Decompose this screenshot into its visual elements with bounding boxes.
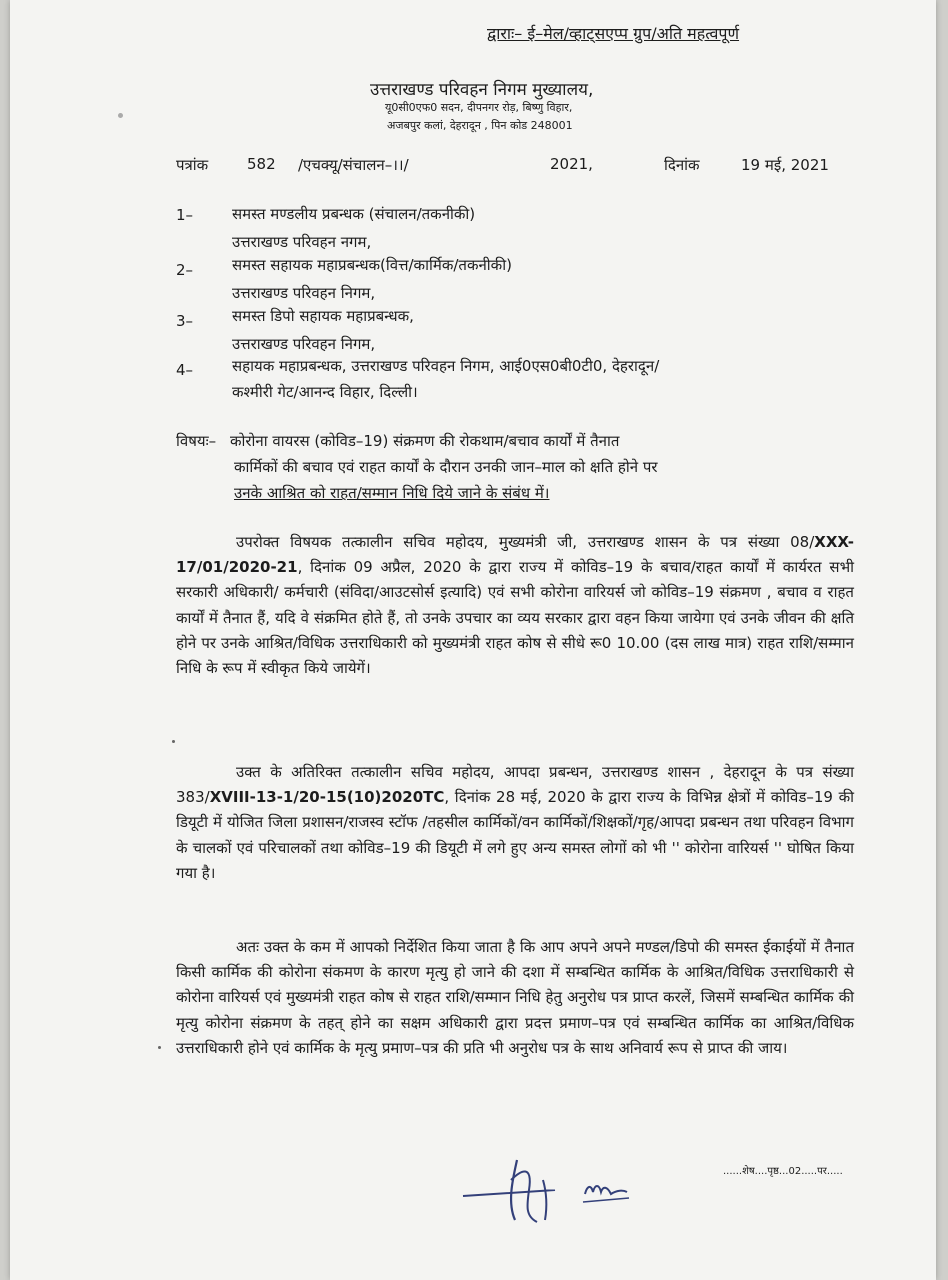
recipient-line: समस्त मण्डलीय प्रबन्धक (संचालन/तकनीकी) [232, 205, 476, 223]
recipient-number: 4– [176, 361, 194, 379]
recipient-line: कश्मीरी गेट/आनन्द विहार, दिल्ली। [232, 383, 418, 401]
recipient-number: 3– [176, 312, 194, 330]
body-paragraph-3 [176, 935, 854, 1061]
paper-mark [172, 740, 175, 743]
subject-line2: कार्मिकों की बचाव एवं राहत कार्यों के दौरान उनकी जान–माल को क्षति होने पर [234, 458, 658, 476]
paragraph1-text-a: उपरोक्त विषयक तत्कालीन सचिव महोदय, मुख्यमंत्री जी, उत्तराखण्ड शासन के पत्र संख्या 08/ [236, 533, 815, 551]
office-name: उत्तराखण्ड परिवहन निगम मुख्यालय, [370, 80, 594, 100]
delivery-mode: द्वाराः– ई–मेल/व्हाट्सएप्प ग्रुप/अति महत्वपूर्ण [487, 24, 740, 43]
subject-text [230, 428, 854, 506]
reference-year: 2021, [550, 155, 593, 173]
signature [455, 1150, 645, 1225]
date-label: दिनांक [664, 156, 700, 174]
reference-code: /एचक्यू/संचालन–।।/ [298, 156, 409, 174]
paragraph2-letter-ref: XVIII-13-1/20-15(10)2020TC [209, 788, 445, 807]
recipient-line: उत्तराखण्ड परिवहन नगम, [232, 233, 372, 251]
letter-date: 19 मई, 2021 [741, 156, 829, 174]
paper-mark [118, 113, 123, 118]
continued-note: ......शेष....पृष्ठ...02.....पर..... [723, 1166, 843, 1177]
paragraph2-text-a: उक्त के अतिरिक्त तत्कालीन सचिव महोदय, आपदा प्रबन्धन, उत्तराखण्ड शासन , देहरादून के पत्र संख्या 383/ [176, 763, 854, 807]
paper-mark [158, 1046, 161, 1049]
body-paragraph-1 [176, 530, 854, 681]
paragraph1-letter-ref: XXX-17/01/2020-21 [176, 533, 854, 577]
office-address-line2: अजबपुर कलां, देहरादून , पिन कोड 248001 [387, 119, 573, 132]
recipient-line: सहायक महाप्रबन्धक, उत्तराखण्ड परिवहन निगम, आई0एस0बी0टी0, देहरादून/ [232, 357, 660, 375]
recipient-line: उत्तराखण्ड परिवहन निगम, [232, 335, 376, 353]
recipient-line: समस्त डिपो सहायक महाप्रबन्धक, [232, 307, 414, 325]
paragraph3-text: अतः उक्त के कम में आपको निर्देशित किया जाता है कि आप अपने अपने मण्डल/डिपो की समस्त ईकाईयों में तैनात किसी कार्मिक की कोरोना संकमण के कारण मृत्यु हो जाने की दशा में सम्बन्धित कार्मिक के आश्रित/विधिक उत्तराधिकारी से कोरोना वारियर्स एवं मुख्यमंत्री राहत कोष से राहत राशि/सम्मान निधि हेतु अनुरोध पत्र प्राप्त करलें, जिसमें सम्बन्धित कार्मिक की मृत्यु कोरोना संक्रमण के तहत् होने का सक्षम अधिकारी द्वारा प्रदत्त प्रमाण–पत्र एवं सम्बन्धित कार्मिक का आश्रित/विधिक उत्तराधिकारी होने एवं कार्मिक के मृत्यु प्रमाण–पत्र की प्रति भी अनुरोध पत्र के साथ अनिवार्य रूप से प्राप्त की जाय। [176, 938, 854, 1057]
subject-line3: उनके आश्रित को राहत/सम्मान निधि दिये जाने के संबंध में। [234, 484, 550, 502]
subject-label: विषयः– [176, 432, 217, 450]
subject-line1: कोरोना वायरस (कोविड–19) संक्रमण की रोकथाम/बचाव कार्यों में तैनात [230, 432, 620, 450]
reference-label: पत्रांक [176, 156, 209, 174]
recipient-number: 1– [176, 206, 194, 224]
body-paragraph-2 [176, 760, 854, 886]
recipient-line: उत्तराखण्ड परिवहन निगम, [232, 284, 376, 302]
office-address-line1: यू0सी0एफ0 सदन, दीपनगर रोड़, बिष्णु विहार, [385, 101, 573, 114]
paragraph1-text-b: , दिनांक 09 अप्रैल, 2020 के द्वारा राज्य में कोविड–19 के बचाव/राहत कार्यों में कार्यरत सभी सरकारी अधिकारी/ कर्मचारी (संविदा/आउटसोर्स इत्यादि) एवं सभी कोरोना वारियर्स जो कोविड–19 संक्रमण , बचाव व राहत कार्यों में तैनात हैं, यदि वे संक्रमित होते हैं, तो उनके उपचार का व्यय सरकार द्वारा वहन किया जायेगा एवं उनके जीवन की क्षति होने पर उनके आश्रित/विधिक उत्तराधिकारी को मुख्यमंत्री राहत कोष से सीधे रू0 10.00 (दस लाख मात्र) राहत राशि/सम्मान निधि के रूप में स्वीकृत किये जायेगें। [176, 558, 854, 678]
letter-sheet [10, 0, 936, 1280]
reference-number: 582 [247, 155, 276, 173]
paragraph2-text-b: , दिनांक 28 मई, 2020 के द्वारा राज्य के विभिन्न क्षेत्रों में कोविड–19 की डियूटी में योजित जिला प्रशासन/राजस्व स्टॉफ /तहसील कार्मिकों/वन कार्मिकों/शिक्षकों/गृह/आपदा प्रबन्धन तथा परिवहन विभाग के चालकों एवं परिचालकों तथा कोविड–19 की डियूटी में लगे हुए अन्य समस्त लोगों को भी '' कोरोना वारियर्स '' घोषित किया गया है। [176, 788, 854, 882]
recipient-line: समस्त सहायक महाप्रबन्धक(वित्त/कार्मिक/तकनीकी) [232, 256, 512, 274]
recipient-number: 2– [176, 261, 194, 279]
